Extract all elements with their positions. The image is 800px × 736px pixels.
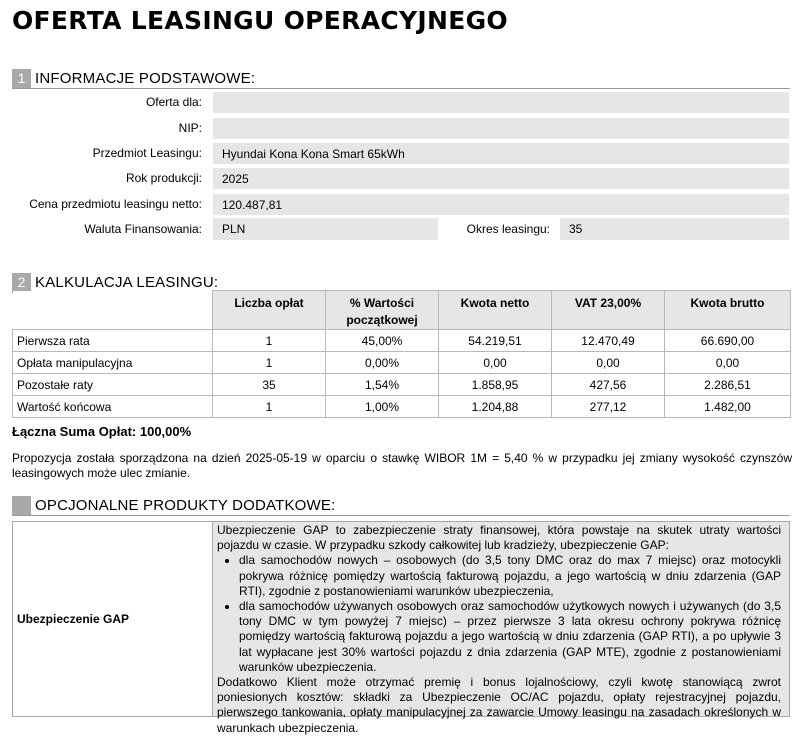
field-label-offer-for: Oferta dla: [145, 95, 202, 109]
row-label: Opłata manipulacyjna [13, 352, 213, 374]
field-label-price: Cena przedmiotu leasingu netto: [29, 197, 202, 211]
section-1-title: INFORMACJE PODSTAWOWE: [35, 69, 256, 87]
field-year: 2025 [213, 168, 789, 189]
table-cell: 54.219,51 [439, 330, 552, 352]
table-cell: 1,00% [326, 396, 439, 418]
section-3-divider [12, 515, 790, 516]
list-item: • dla samochodów nowych – osobowych (do 3,5 tony DMC oraz do max 7 miejsc) oraz motocykli pokrywa różnicę pomiędzy wartością fakturową pojazdu, a jego wartością w dniu zdarzenia (GAP RTI), zgodnie z postanowieniami warunków ubezpieczenia, [239, 553, 781, 599]
table-cell: 1 [213, 352, 326, 374]
field-label-currency: Waluta Finansowania: [84, 222, 202, 236]
product-name: Ubezpieczenie GAP [13, 522, 213, 716]
table-cell: 0,00% [326, 352, 439, 374]
table-row [13, 396, 791, 418]
page-title: OFERTA LEASINGU OPERACYJNEGO [12, 6, 508, 35]
section-3-header [12, 495, 336, 515]
table-header: % Wartości początkowej [326, 291, 439, 330]
table-row [13, 330, 791, 352]
list-item: • dla samochodów używanych osobowych oraz samochodów użytkowych nowych i używanych (do 3,5 tony DMC w tym powyżej 7 miejsc) – przez pierwsze 3 lata okresu ochrony pokrywa różnicę pomiędzy wartością fakturową pojazdu a jego wartością w dniu zdarzenia (GAP RTI), a po upływie 3 lat wypłacane jest 30% wartości pojazdu z dnia zdarzenia (GAP MTE), zgodnie z postanowieniami warunków ubezpieczenia. [239, 599, 781, 675]
section-2-number: 2 [12, 273, 31, 292]
description-outro: Dodatkowo Klient może otrzymać premię i bonus lojalnościowy, czyli kwotę stanowiącą zwrot poniesionych kosztów: składki za Ubezpieczenie OC/AC pojazdu, opłaty rejestracyjnej pojazdu, pierwszego tankowania, opłaty manipulacyjnej za zawarcie Umowy leasingu na zasadach określonych w warunkach ubezpieczenia. [217, 675, 781, 735]
row-label: Wartość końcowa [13, 396, 213, 418]
section-3-title: OPCJONALNE PRODUKTY DODATKOWE: [35, 496, 336, 514]
table-cell: 0,00 [552, 352, 665, 374]
table-header: Kwota netto [439, 291, 552, 330]
table-cell: 1.482,00 [665, 396, 791, 418]
description-intro: Ubezpieczenie GAP to zabezpieczenie straty finansowej, która powstaje na skutek utraty wartości pojazdu w czasie. W przypadku szkody całkowitej lub kradzieży, ubezpieczenie GAP: [217, 523, 781, 553]
section-1-number: 1 [12, 69, 31, 88]
section-2-title: KALKULACJA LEASINGU: [35, 273, 219, 291]
field-currency: PLN [213, 218, 438, 240]
table-cell: 2.286,51 [665, 374, 791, 396]
table-row [13, 374, 791, 396]
table-cell: 35 [213, 374, 326, 396]
table-cell: 66.690,00 [665, 330, 791, 352]
field-term: 35 [560, 218, 789, 240]
table-cell: 12.470,49 [552, 330, 665, 352]
field-subject: Hyundai Kona Kona Smart 65kWh [213, 143, 789, 164]
section-3-marker [12, 496, 31, 515]
table-cell: 0,00 [665, 352, 791, 374]
table-cell: 1.858,95 [439, 374, 552, 396]
field-label-year: Rok produkcji: [125, 171, 202, 185]
table-row [13, 352, 791, 374]
section-1-divider [12, 88, 790, 89]
product-description [213, 522, 789, 735]
field-label-term: Okres leasingu: [466, 222, 550, 236]
table-header: Liczba opłat [213, 291, 326, 330]
optional-products-table [12, 521, 790, 735]
total-sum: Łączna Suma Opłat: 100,00% [12, 424, 192, 439]
row-label: Pozostałe raty [13, 374, 213, 396]
table-cell: 1,54% [326, 374, 439, 396]
field-label-nip: NIP: [178, 121, 202, 135]
table-header-empty [13, 291, 213, 330]
field-label-subject: Przedmiot Leasingu: [92, 146, 202, 160]
field-offer-for [213, 92, 789, 113]
table-cell: 1.204,88 [439, 396, 552, 418]
table-cell: 45,00% [326, 330, 439, 352]
row-label: Pierwsza rata [13, 330, 213, 352]
table-cell: 1 [213, 330, 326, 352]
section-2-header [12, 272, 218, 292]
description-list [217, 553, 781, 675]
table-cell: 277,12 [552, 396, 665, 418]
table-cell: 427,56 [552, 374, 665, 396]
table-cell: 0,00 [439, 352, 552, 374]
calculation-table [12, 290, 791, 418]
table-header: Kwota brutto [665, 291, 791, 330]
section-1-header [12, 68, 255, 88]
field-nip [213, 118, 789, 139]
field-price: 120.487,81 [213, 194, 789, 215]
wibor-note: Propozycja została sporządzona na dzień 2025-05-19 w oparciu o stawkę WIBOR 1M = 5,40 % w przypadku jej zmiany wysokość czynszów leasingowych może ulec zmianie. [12, 451, 792, 480]
table-cell: 1 [213, 396, 326, 418]
table-header-row [13, 291, 791, 330]
table-header: VAT 23,00% [552, 291, 665, 330]
